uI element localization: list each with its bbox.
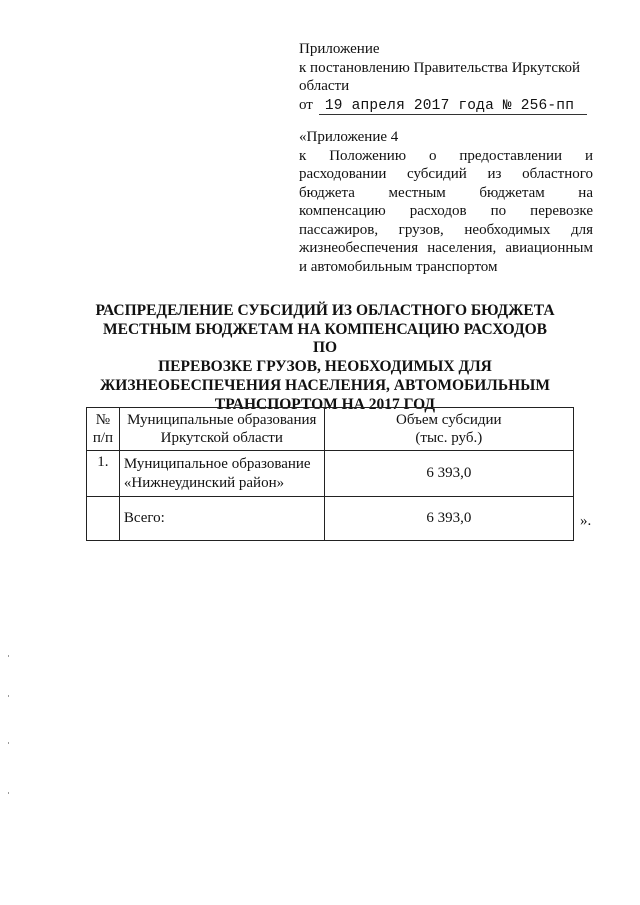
resolution-date-line [299, 96, 599, 116]
table-header-row [87, 408, 574, 451]
row-amount: 6 393,0 [324, 451, 573, 497]
appendix-header [299, 40, 599, 115]
scan-speck [8, 742, 9, 744]
appendix-4-title: «Приложение 4 [299, 129, 399, 145]
appendix-label: Приложение [299, 41, 380, 57]
document-title-line: МЕСТНЫМ БЮДЖЕТАМ НА КОМПЕНСАЦИЮ РАСХОДОВ ПО [102, 320, 548, 357]
header-municipality-line: Муниципальные образования [127, 411, 317, 428]
appendix-4-body: к Положению о предоставлении и расходовании субсидий из областного бюджета местным бюджетам на компенсацию расходов по перевозке пассажиров, грузов, необходимых для жизнеобеспечения населения, авиационным и автомобильным транспортом [299, 147, 593, 275]
region-label: области [299, 78, 350, 94]
header-amount-line: Объем субсидии [396, 411, 502, 428]
resolution-date-number: 19 апреля 2017 года № 256-пп [324, 97, 575, 114]
table-row [87, 451, 574, 497]
total-label: Всего: [119, 497, 324, 541]
header-number-line: п/п [92, 430, 114, 446]
table-total-row [87, 497, 574, 541]
municipality-name-line: Муниципальное образование [123, 456, 311, 472]
header-number [87, 408, 120, 451]
date-prefix: от [299, 96, 313, 113]
scan-speck [8, 695, 9, 697]
document-title-line: ЖИЗНЕОБЕСПЕЧЕНИЯ НАСЕЛЕНИЯ, АВТОМОБИЛЬНЫМ [99, 376, 551, 394]
scan-speck [8, 655, 9, 657]
document-title-line: ПЕРЕВОЗКЕ ГРУЗОВ, НЕОБХОДИМЫХ ДЛЯ [158, 358, 492, 376]
total-amount: 6 393,0 [324, 497, 573, 541]
resolution-reference: к постановлению Правительства Иркутской [299, 59, 581, 76]
closing-quote-mark: ». [580, 513, 592, 529]
header-municipality [119, 408, 324, 451]
municipality-name-line: «Нижнеудинский район» [123, 474, 285, 491]
document-title-line: ТРАНСПОРТОМ НА 2017 ГОД [214, 395, 436, 413]
row-municipality [119, 451, 324, 497]
header-municipality-line: Иркутской области [160, 430, 283, 446]
row-number: 1. [87, 451, 120, 497]
header-amount-line: (тыс. руб.) [415, 430, 483, 446]
appendix-4-block [299, 128, 593, 276]
total-number-empty [87, 497, 120, 541]
subsidy-table [86, 407, 574, 541]
header-number-line: № [95, 411, 111, 428]
date-underline [319, 114, 587, 115]
header-subsidy-amount [324, 408, 573, 451]
document-title-line: РАСПРЕДЕЛЕНИЕ СУБСИДИЙ ИЗ ОБЛАСТНОГО БЮДЖЕТА [95, 302, 555, 319]
document-title [90, 302, 560, 414]
scan-speck [8, 792, 9, 794]
